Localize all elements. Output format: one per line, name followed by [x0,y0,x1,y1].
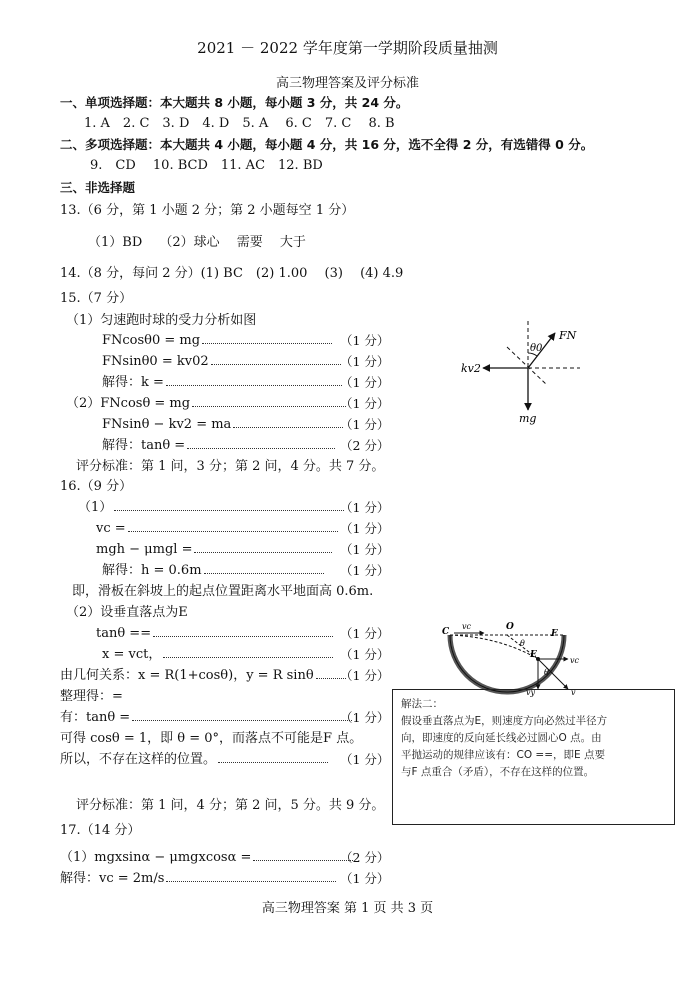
method2-line-2: 向，即速度的反向延长线必过圆心O 点。由 [401,732,602,744]
q15-eq3: 解得：k = [102,375,344,391]
q16-l9: 有：tanθ = [60,710,354,726]
q16-mark7: （1 分） [340,668,390,683]
q16-l11: 所以，不存在这样的位置。 [60,752,330,768]
q16-l8: 整理得：= [60,689,123,704]
q16-mark6: （1 分） [340,647,390,662]
q15-mark5: （1 分） [340,417,390,432]
q15-eq5: FNsinθ − kv2 = ma [102,417,345,433]
q16-track-diagram [440,615,590,700]
theta-label-top: θ [520,639,525,648]
q13-answer: （1）BD （2）球心 需要 大于 [88,235,306,250]
q16-mark2: （1 分） [340,521,390,536]
page-footer: 高三物理答案 第 1 页 共 3 页 [261,901,434,916]
q15-eq1: FNcosθ0 = mg [102,333,334,349]
q15-score: 评分标准：第 1 问，3 分；第 2 问，4 分。共 7 分。 [76,459,385,474]
q16-l6: x = vct， [102,647,335,663]
q14-line: 14.（8 分，每问 2 分）(1) BC (2) 1.00 (3) (4) 4.9 [60,266,404,281]
q15-eq2: FNsinθ0 = kv02 [102,354,343,370]
q15-mark4: （1 分） [340,396,390,411]
q16-l5: tanθ == [96,626,335,642]
q17-mark2: （1 分） [340,871,390,886]
q16-mark8: （1 分） [340,710,390,725]
q16-part2: （2）设垂直落点为E [66,605,188,620]
q16-head: 16.（9 分） [60,479,133,494]
q15-mark3: （1 分） [340,375,390,390]
q16-mark9: （1 分） [340,752,390,767]
q16-l3: mgh − μmgl = [96,542,334,558]
q16-mark1: （1 分） [340,500,390,515]
theta0-label: θ0 [530,343,543,354]
q16-score: 评分标准：第 1 问，4 分；第 2 问，5 分。共 9 分。 [76,798,385,813]
point-o-label: O [506,622,514,632]
method2-line-3: 平抛运动的规律应该有：CO ==，即E 点要 [401,749,606,761]
q15-force-diagram [455,315,595,435]
page-title: 2021 － 2022 学年度第一学期阶段质量抽测 [197,39,498,57]
mg-label: mg [519,412,537,425]
q16-l10: 可得 cosθ = 1，即 θ = 0°，而落点不可能是F 点。 [60,731,363,746]
theta-label-bottom: θ [544,668,549,677]
point-f-label: F [551,629,558,639]
q16-mark3: （1 分） [340,542,390,557]
semicircle-track [450,635,564,692]
q15-mark1: （1 分） [340,333,390,348]
q17-mark1: （2 分） [340,850,390,865]
q16-l1: （1） [78,500,346,516]
section1-answers: 1. A 2. C 3. D 4. D 5. A 6. C 7. C 8. B [84,116,395,131]
q15-eq6: 解得：tanθ = [102,438,337,454]
q17-l1: （1）mgxsinα − μmgxcosα = [60,850,355,866]
vy-label: vy [526,688,536,697]
q16-l2: vc = [96,521,340,537]
q15-mark6: （2 分） [340,438,390,453]
vc-label: vc [462,622,471,631]
kv2-label: kv2 [461,362,481,375]
section1-heading: 一、单项选择题：本大题共 8 小题，每小题 3 分，共 24 分。 [60,95,409,110]
section3-heading: 三、非选择题 [60,180,136,195]
q16-mark5: （1 分） [340,626,390,641]
q16-l7: 由几何关系：x = R(1+cosθ)，y = R sinθ [60,668,348,684]
q17-head: 17.（14 分） [60,823,141,838]
point-e-label: E [530,650,537,660]
q15-head: 15.（7 分） [60,291,133,306]
method2-line-1: 假设垂直落点为E，则速度方向必然过半径方 [401,715,608,727]
page-subtitle: 高三物理答案及评分标准 [275,76,419,91]
q15-mark2: （1 分） [340,354,390,369]
section2-heading: 二、多项选择题：本大题共 4 小题，每小题 4 分，共 16 分，选不全得 2 分，有选错得 0 分。 [60,137,594,152]
method2-box [392,689,675,825]
q16-conclusion: 即，滑板在斜坡上的起点位置距离水平地面高 0.6m. [72,584,374,599]
q13-head: 13.（6 分，第 1 小题 2 分；第 2 小题每空 1 分） [60,203,355,218]
q15-part1: （1）匀速跑时球的受力分析如图 [66,313,257,328]
vc-label-e: vc [570,656,579,665]
q15-eq4: （2）FNcosθ = mg [66,396,348,412]
q16-mark4: （1 分） [340,563,390,578]
method2-line-4: 与F 点重合（矛盾），不存在这样的位置。 [401,766,595,778]
q17-l2: 解得：vc = 2m/s [60,871,338,887]
method2-title: 解法二： [401,698,443,710]
point-c-label: C [442,627,450,637]
q16-l4: 解得：h = 0.6m [102,563,326,579]
v-label: v [571,688,576,697]
fn-label: FN [559,329,577,342]
section2-answers: 9. CD 10. BCD 11. AC 12. BD [90,158,323,173]
